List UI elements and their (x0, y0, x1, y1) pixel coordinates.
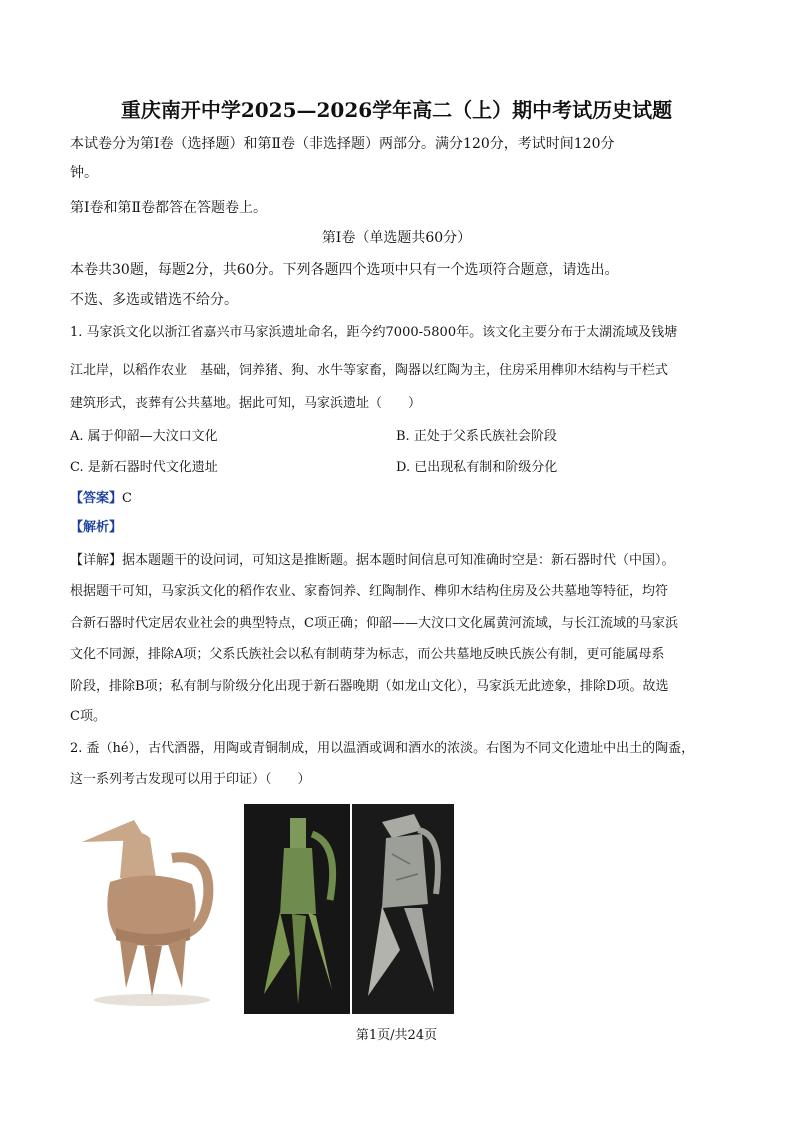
q1-detail-line-2: 根据题干可知，马家浜文化的稻作农业、家畜饲养、红陶制作、榫卯木结构住房及公共墓地等特征，均符 (70, 584, 669, 599)
detail-tag: 【详解】 (70, 553, 123, 568)
q1-analysis-row (70, 518, 122, 538)
detail-text-1: 据本题题干的设问词，可知这是推断题。据本题时间信息可知准确时空是：新石器时代（中国）。 (122, 553, 675, 568)
answer-tag: 【答案】 (70, 491, 123, 506)
pottery-he-image-2 (244, 804, 350, 1014)
analysis-tag: 【解析】 (70, 520, 123, 535)
answer-value: C (122, 491, 132, 506)
q1-option-c: C. 是新石器时代文化遗址 (70, 460, 218, 475)
intro-line-2: 钟。 (70, 165, 98, 181)
q1-option-b: B. 正处于父系氏族社会阶段 (396, 429, 557, 444)
q1-answer-row (70, 489, 132, 509)
q1-detail-line-1 (70, 551, 675, 571)
q1-detail-line-6: C项。 (70, 709, 106, 724)
pottery-vessel-3-drawing (352, 804, 454, 1014)
q1-option-a: A. 属于仰韶—大汶口文化 (70, 429, 218, 444)
intro-line-1: 本试卷分为第Ⅰ卷（选择题）和第Ⅱ卷（非选择题）两部分。满分120分，考试时间120分 (70, 136, 615, 152)
q1-detail-line-3: 合新石器时代定居农业社会的典型特点，C项正确；仰韶——大汶口文化属黄河流域，与长江流域的马家浜 (70, 616, 678, 631)
pottery-vessel-1-drawing (72, 808, 232, 1008)
q1-line-3: 建筑形式，丧葬有公共墓地。据此可知，马家浜遗址（ ） (70, 396, 422, 411)
section-heading: 第Ⅰ卷（单选题共60分） (321, 230, 472, 246)
pottery-vessel-2-drawing (244, 804, 350, 1014)
q1-line-2: 江北岸，以稻作农业 基础，饲养猪、狗、水牛等家畜，陶器以红陶为主，住房采用榫卯木结构与干栏式 (70, 363, 669, 378)
page-footer: 第1页/共24页 (355, 1028, 438, 1043)
page-title: 重庆南开中学2025—2026学年高二（上）期中考试历史试题 (120, 98, 673, 122)
section-desc-2: 不选、多选或错选不给分。 (70, 292, 238, 308)
q1-detail-line-5: 阶段，排除B项；私有制与阶级分化出现于新石器晚期（如龙山文化），马家浜无此迹象，排除D项。故选 (70, 679, 669, 694)
q2-line-1: 2. 盉（hé），古代酒器，用陶或青铜制成，用以温酒或调和酒水的浓淡。右图为不同文化遗址中出土的陶盉， (70, 741, 695, 756)
pottery-he-image-3 (352, 804, 454, 1014)
q1-detail-line-4: 文化不同源，排除A项；父系氏族社会以私有制萌芽为标志，而公共墓地反映氏族公有制，更可能属母系 (70, 647, 665, 662)
q1-line-1: 1. 马家浜文化以浙江省嘉兴市马家浜遗址命名，距今约7000-5800年。该文化主要分布于太湖流域及钱塘 (70, 325, 678, 340)
q2-line-2: 这一系列考古发现可以用于印证）（ ） (70, 772, 311, 787)
q1-option-d: D. 已出现私有制和阶级分化 (396, 460, 558, 475)
pottery-he-image-1 (72, 808, 232, 1008)
intro-line-3: 第Ⅰ卷和第Ⅱ卷都答在答题卷上。 (70, 200, 268, 216)
section-desc-1: 本卷共30题，每题2分，共60分。下列各题四个选项中只有一个选项符合题意，请选出。 (70, 262, 619, 278)
